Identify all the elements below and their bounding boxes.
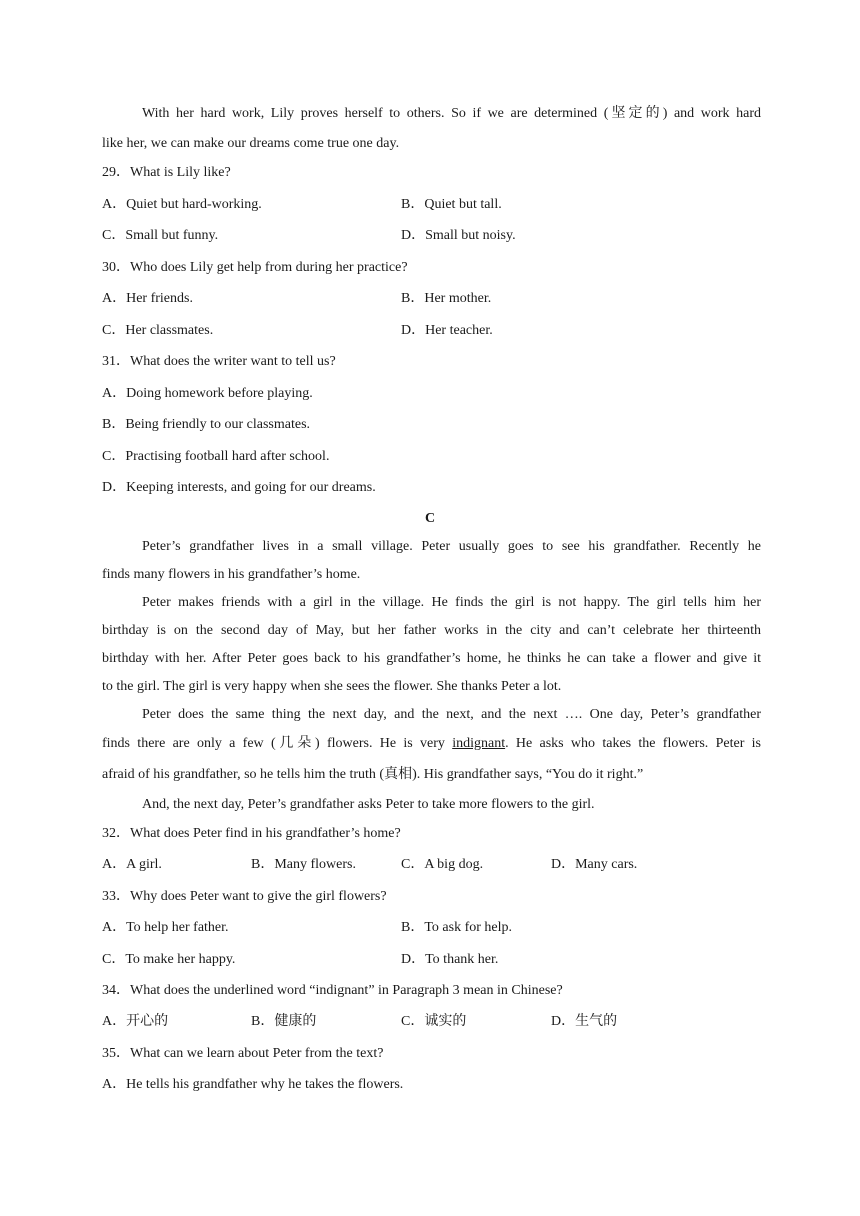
question-32-option-a: A．A girl. — [102, 857, 162, 872]
underlined-word-indignant: indignant — [452, 736, 506, 751]
question-32-option-b: B．Many flowers. — [251, 857, 356, 872]
passage-c-paragraph-4-line-1: And, the next day, Peter’s grandfather asks Peter to take more flowers to the girl. — [142, 797, 595, 812]
question-33-option-a: A．To help her father. — [102, 920, 229, 935]
question-32-stem: 32．What does Peter find in his grandfather’s home? — [102, 826, 401, 841]
question-34-option-d: D．生气的 — [551, 1014, 618, 1029]
passage-c-paragraph-2-line-4: to the girl. The girl is very happy when she sees the flower. She thanks Peter a lot. — [102, 679, 562, 694]
question-30-stem: 30．Who does Lily get help from during her practice? — [102, 260, 408, 275]
question-35-option-a: A．He tells his grandfather why he takes the flowers. — [102, 1077, 404, 1092]
passage-c-paragraph-2-line-2: birthday is on the second day of May, but her father works in the city and can’t celebrate her thirteenth — [102, 623, 761, 638]
question-30-option-a: A．Her friends. — [102, 291, 193, 306]
question-31-option-d: D．Keeping interests, and going for our dreams. — [102, 480, 376, 495]
question-31-option-b: B．Being friendly to our classmates. — [102, 417, 311, 432]
question-30-option-b: B．Her mother. — [401, 291, 492, 306]
question-30-option-c: C．Her classmates. — [102, 323, 214, 338]
passage-c-paragraph-3-line-1: Peter does the same thing the next day, and the next, and the next …. One day, Peter’s grandfather — [142, 707, 761, 722]
question-29-option-d: D．Small but noisy. — [401, 228, 516, 243]
passage-c-paragraph-2-line-3: birthday with her. After Peter goes back to his grandfather’s home, he thinks he can take a flower and give it — [102, 651, 761, 666]
passage-c-paragraph-2-line-1: Peter makes friends with a girl in the village. He finds the girl is not happy. The girl tells him her — [142, 595, 761, 610]
question-30-option-d: D．Her teacher. — [401, 323, 493, 338]
question-32-option-d: D．Many cars. — [551, 857, 638, 872]
question-29-option-c: C．Small but funny. — [102, 228, 219, 243]
question-29-option-b: B．Quiet but tall. — [401, 197, 502, 212]
question-29-option-a: A．Quiet but hard-working. — [102, 197, 262, 212]
question-33-option-d: D．To thank her. — [401, 952, 499, 967]
passage-c-paragraph-1-line-2: finds many flowers in his grandfather’s home. — [102, 567, 361, 582]
question-32-option-c: C．A big dog. — [401, 857, 484, 872]
section-c-heading: C — [424, 511, 436, 526]
question-31-option-a: A．Doing homework before playing. — [102, 386, 313, 401]
question-31-stem: 31．What does the writer want to tell us? — [102, 354, 336, 369]
question-29-stem: 29．What is Lily like? — [102, 165, 231, 180]
paragraph-3-text-after: . He asks who takes the flowers. Peter is — [505, 736, 761, 751]
question-34-option-a: A．开心的 — [102, 1014, 169, 1029]
question-34-option-c: C．诚实的 — [401, 1014, 467, 1029]
question-33-option-c: C．To make her happy. — [102, 952, 236, 967]
paragraph-3-text-before: finds there are only a few (几朵) flowers. He is very — [102, 736, 453, 751]
question-33-stem: 33．Why does Peter want to give the girl flowers? — [102, 889, 387, 904]
question-31-option-c: C．Practising football hard after school. — [102, 449, 330, 464]
passage-c-paragraph-3-line-3: afraid of his grandfather, so he tells him the truth (真相). His grandfather says, “You do it right.” — [102, 767, 644, 782]
question-34-option-b: B．健康的 — [251, 1014, 317, 1029]
passage-c-paragraph-1-line-1: Peter’s grandfather lives in a small village. Peter usually goes to see his grandfather. Recently he — [142, 539, 761, 554]
intro-line-1: With her hard work, Lily proves herself to others. So if we are determined (坚定的) and work hard — [142, 106, 761, 121]
passage-c-paragraph-3-line-2 — [102, 734, 761, 754]
question-33-option-b: B．To ask for help. — [401, 920, 513, 935]
intro-line-2: like her, we can make our dreams come true one day. — [102, 136, 400, 151]
question-35-stem: 35．What can we learn about Peter from the text? — [102, 1046, 384, 1061]
question-34-stem: 34．What does the underlined word “indignant” in Paragraph 3 mean in Chinese? — [102, 983, 563, 998]
